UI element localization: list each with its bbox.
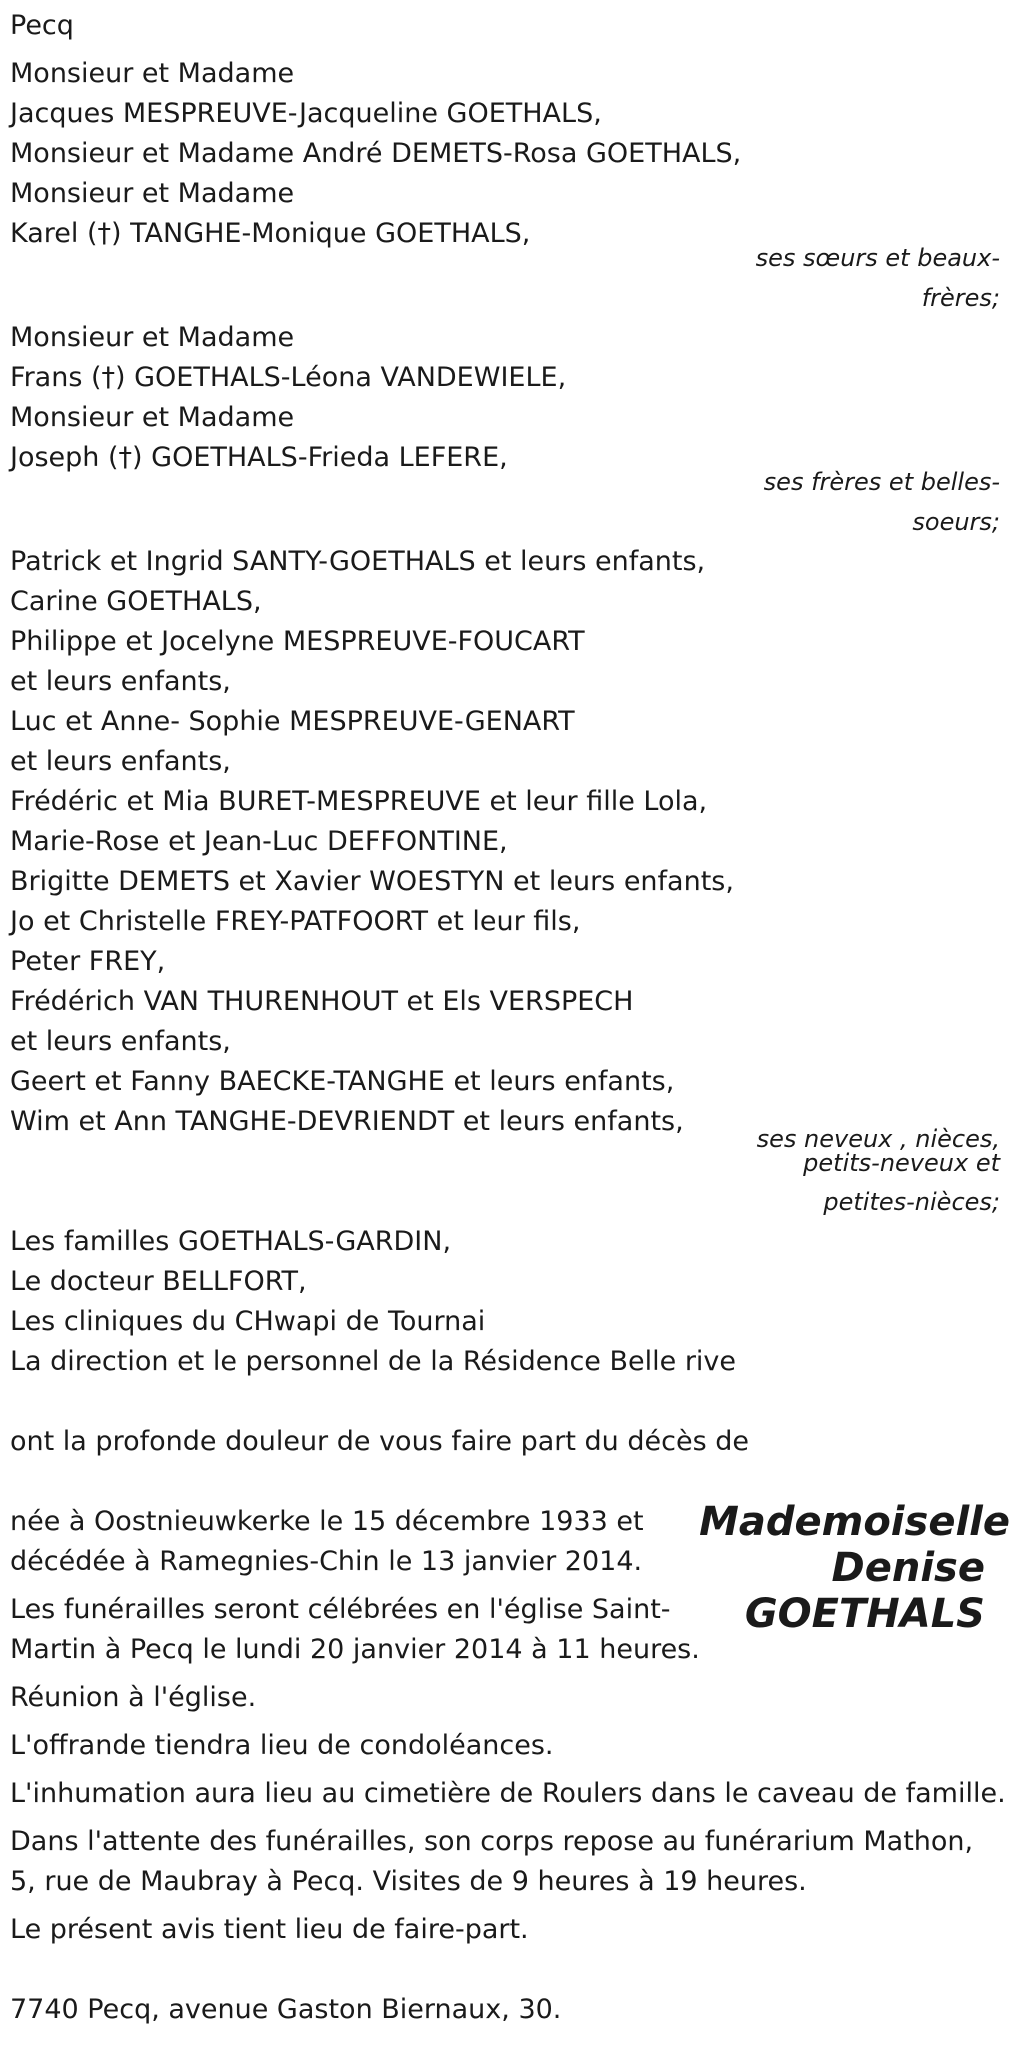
relation-caption: petits-neveux et bbox=[803, 1149, 1000, 1177]
family-line: Les familles GOETHALS-GARDIN, bbox=[10, 1226, 452, 1257]
family-line: Brigitte DEMETS et Xavier WOESTYN et leurs enfants, bbox=[10, 866, 734, 897]
funeral-line: Les funérailles seront célébrées en l'église Saint- bbox=[10, 1594, 671, 1625]
birth-death-line: décédée à Ramegnies-Chin le 13 janvier 2014. bbox=[10, 1546, 643, 1577]
relation-caption: frères; bbox=[921, 284, 1000, 312]
family-line: Philippe et Jocelyne MESPREUVE-FOUCART bbox=[10, 626, 585, 657]
deceased-name: GOETHALS bbox=[744, 1591, 985, 1637]
relation-caption: ses sœurs et beaux- bbox=[755, 244, 1000, 272]
family-line: Monsieur et Madame bbox=[10, 402, 295, 433]
family-line: Geert et Fanny BAECKE-TANGHE et leurs enfants, bbox=[10, 1066, 675, 1097]
family-line: Karel (†) TANGHE-Monique GOETHALS, bbox=[10, 218, 531, 249]
family-line: Jacques MESPREUVE-Jacqueline GOETHALS, bbox=[10, 98, 602, 129]
family-line: Wim et Ann TANGHE-DEVRIENDT et leurs enfants, bbox=[10, 1106, 684, 1137]
relation-caption: petites-nièces; bbox=[823, 1188, 1000, 1216]
birth-death-line: née à Oostnieuwkerke le 15 décembre 1933 et bbox=[10, 1506, 644, 1537]
family-line: Patrick et Ingrid SANTY-GOETHALS et leurs enfants, bbox=[10, 546, 706, 577]
family-line: Marie-Rose et Jean-Luc DEFFONTINE, bbox=[10, 826, 508, 857]
relation-caption: ses neveux , nièces, bbox=[756, 1125, 1000, 1153]
family-line: Monsieur et Madame bbox=[10, 178, 295, 209]
family-line: Frans (†) GOETHALS-Léona VANDEWIELE, bbox=[10, 362, 567, 393]
visitation-line: 5, rue de Maubray à Pecq. Visites de 9 heures à 19 heures. bbox=[10, 1866, 807, 1897]
funeral-line: Martin à Pecq le lundi 20 janvier 2014 à 11 heures. bbox=[10, 1634, 700, 1665]
announcement: ont la profonde douleur de vous faire part du décès de bbox=[10, 1426, 749, 1457]
family-line: Luc et Anne- Sophie MESPREUVE-GENART bbox=[10, 706, 575, 737]
family-line: La direction et le personnel de la Résidence Belle rive bbox=[10, 1346, 737, 1377]
location: Pecq bbox=[10, 10, 74, 41]
offering: L'offrande tiendra lieu de condoléances. bbox=[10, 1730, 554, 1761]
family-line: et leurs enfants, bbox=[10, 666, 231, 697]
burial: L'inhumation aura lieu au cimetière de Roulers dans le caveau de famille. bbox=[10, 1778, 1006, 1809]
family-line: Joseph (†) GOETHALS-Frieda LEFERE, bbox=[10, 442, 508, 473]
deceased-name: Mademoiselle bbox=[699, 1499, 1010, 1545]
family-line: Frédéric et Mia BURET-MESPREUVE et leur fille Lola, bbox=[10, 786, 708, 817]
family-line: Frédérich VAN THURENHOUT et Els VERSPECH bbox=[10, 986, 634, 1017]
notice: Le présent avis tient lieu de faire-part. bbox=[10, 1914, 529, 1945]
family-line: Le docteur BELLFORT, bbox=[10, 1266, 307, 1297]
family-line: Les cliniques du CHwapi de Tournai bbox=[10, 1306, 486, 1337]
family-line: et leurs enfants, bbox=[10, 1026, 231, 1057]
gathering: Réunion à l'église. bbox=[10, 1682, 257, 1713]
relation-caption: soeurs; bbox=[912, 508, 1000, 536]
family-line: Monsieur et Madame bbox=[10, 322, 295, 353]
visitation-line: Dans l'attente des funérailles, son corps repose au funérarium Mathon, bbox=[10, 1826, 974, 1857]
family-line: et leurs enfants, bbox=[10, 746, 231, 777]
family-line: Peter FREY, bbox=[10, 946, 166, 977]
family-line: Monsieur et Madame bbox=[10, 58, 295, 89]
address: 7740 Pecq, avenue Gaston Biernaux, 30. bbox=[10, 1994, 562, 2025]
deceased-name: Denise bbox=[831, 1545, 985, 1591]
family-line: Carine GOETHALS, bbox=[10, 586, 262, 617]
family-line: Jo et Christelle FREY-PATFOORT et leur fils, bbox=[10, 906, 581, 937]
family-line: Monsieur et Madame André DEMETS-Rosa GOETHALS, bbox=[10, 138, 742, 169]
relation-caption: ses frères et belles- bbox=[763, 468, 1000, 496]
